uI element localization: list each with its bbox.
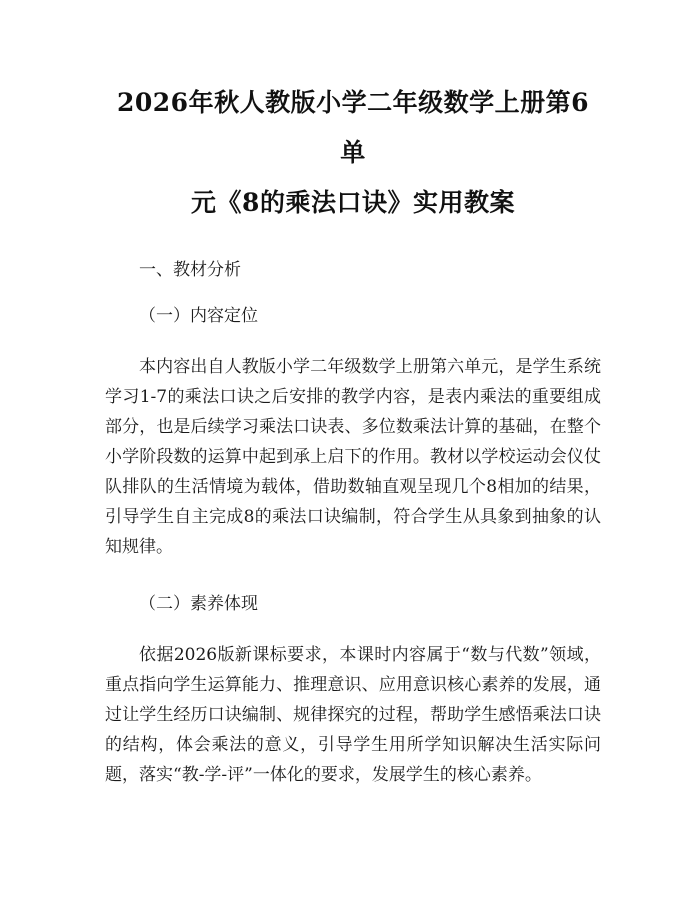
- title-line-1: 2026年秋人教版小学二年级数学上册第6单: [117, 88, 589, 167]
- document-page: [105, 78, 601, 790]
- document-title: [105, 78, 601, 228]
- paragraph-content-positioning: 本内容出自人教版小学二年级数学上册第六单元，是学生系统学习1-7的乘法口诀之后安排的教学内容，是表内乘法的重要组成部分，也是后续学习乘法口诀表、多位数乘法计算的基础，在整个小学阶段数的运算中起到承上启下的作用。教材以学校运动会仪仗队排队的生活情境为载体，借助数轴直观呈现几个8相加的结果，引导学生自主完成8的乘法口诀编制，符合学生从具象到抽象的认知规律。: [105, 357, 601, 557]
- title-line-2: 元《8的乘法口诀》实用教案: [191, 188, 515, 217]
- subsection-heading-literacy: （二）素养体现: [139, 594, 258, 614]
- paragraph-literacy: 依据2026版新课标要求，本课时内容属于“数与代数”领域，重点指向学生运算能力、推理意识、应用意识核心素养的发展，通过让学生经历口诀编制、规律探究的过程，帮助学生感悟乘法口诀的结构，体会乘法的意义，引导学生用所学知识解决生活实际问题，落实“教-学-评”一体化的要求，发展学生的核心素养。: [105, 645, 601, 785]
- section-heading-textbook-analysis: 一、教材分析: [139, 260, 241, 280]
- subsection-heading-content-positioning: （一）内容定位: [139, 306, 258, 326]
